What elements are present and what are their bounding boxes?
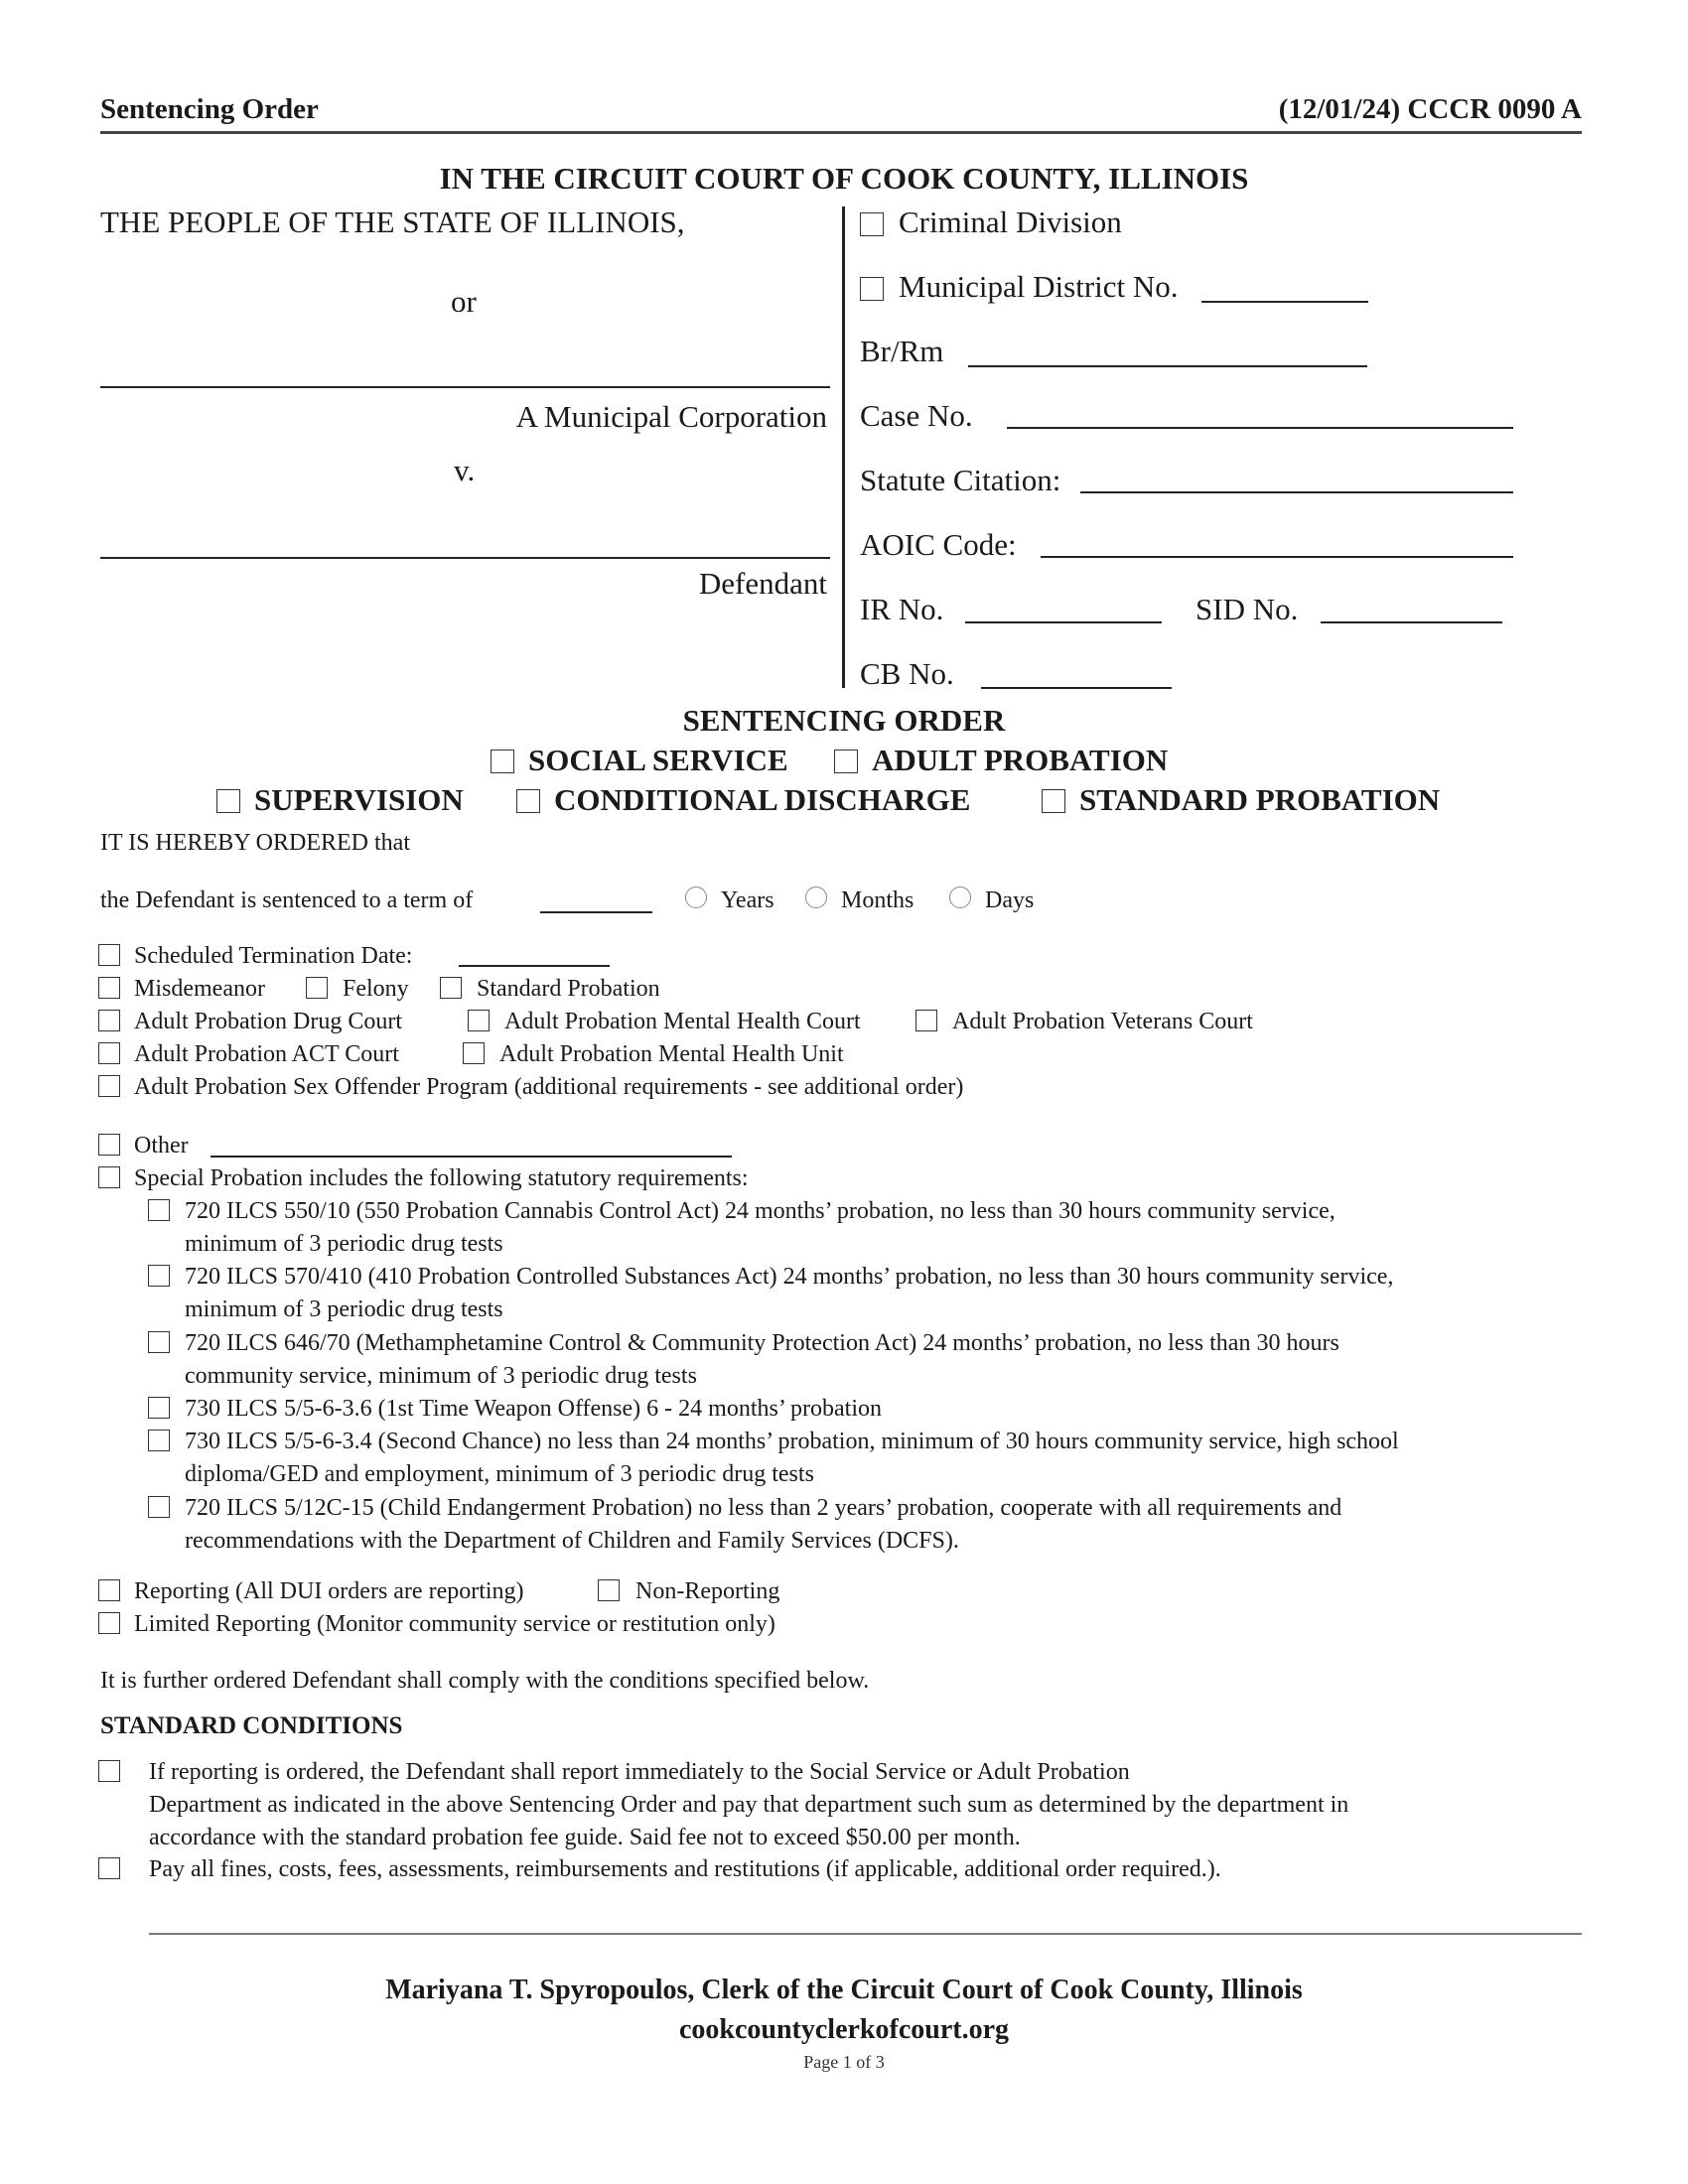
adult-probation-checkbox[interactable] (834, 750, 858, 773)
termination-date-checkbox[interactable] (98, 944, 120, 966)
criminal-division-checkbox[interactable] (860, 212, 884, 236)
limited-reporting-checkbox[interactable] (98, 1612, 120, 1634)
statute-line: minimum of 3 periodic drug tests (185, 1297, 503, 1322)
standard-probation-label: Standard Probation (477, 976, 660, 1002)
social-service-label: SOCIAL SERVICE (528, 743, 788, 777)
ir-no-input[interactable] (965, 621, 1162, 623)
condition-fines-text: Pay all fines, costs, fees, assessments, reimbursements and restitutions (if applicable, additional order required.). (149, 1856, 1221, 1882)
limited-reporting-label: Limited Reporting (Monitor community service or restitution only) (134, 1611, 775, 1637)
supervision-checkbox[interactable] (216, 789, 240, 813)
term-label: the Defendant is sentenced to a term of (100, 887, 474, 913)
sid-no-input[interactable] (1321, 621, 1502, 623)
municipal-corporation-name-line[interactable] (100, 386, 830, 388)
further-ordered-text: It is further ordered Defendant shall comply with the conditions specified below. (100, 1668, 870, 1694)
statute-line: diploma/GED and employment, minimum of 3 periodic drug tests (185, 1461, 814, 1487)
plaintiff-people: THE PEOPLE OF THE STATE OF ILLINOIS, (100, 205, 685, 239)
condition-report-line: accordance with the standard probation fee guide. Said fee not to exceed $50.00 per month. (149, 1825, 1021, 1850)
form-number: (12/01/24) CCCR 0090 A (1278, 93, 1582, 125)
statute-citation-input[interactable] (1080, 491, 1513, 493)
cb-no-input[interactable] (981, 687, 1172, 689)
mental-health-unit-checkbox[interactable] (463, 1042, 485, 1064)
social-service-checkbox[interactable] (491, 750, 514, 773)
special-probation-label: Special Probation includes the following statutory requirements: (134, 1165, 749, 1191)
aoic-code-input[interactable] (1041, 556, 1513, 558)
sid-no-label: SID No. (1196, 592, 1299, 626)
court-title: IN THE CIRCUIT COURT OF COOK COUNTY, ILLINOIS (439, 161, 1249, 196)
statute-line: 720 ILCS 570/410 (410 Probation Controlled Substances Act) 24 months’ probation, no less than 30 hours community service, (185, 1264, 1394, 1290)
reporting-checkbox[interactable] (98, 1579, 120, 1601)
months-radio[interactable] (805, 887, 827, 908)
supervision-label: SUPERVISION (254, 782, 464, 817)
statute-line: 720 ILCS 5/12C-15 (Child Endangerment Probation) no less than 2 years’ probation, cooperate with all requirements and (185, 1495, 1342, 1521)
condition-report-checkbox[interactable] (98, 1760, 120, 1782)
sentencing-order-title: SENTENCING ORDER (682, 703, 1006, 738)
years-radio[interactable] (685, 887, 707, 908)
clerk-name: Mariyana T. Spyropoulos, Clerk of the Circuit Court of Cook County, Illinois (385, 1975, 1303, 2005)
statute-line: 730 ILCS 5/5-6-3.4 (Second Chance) no less than 24 months’ probation, minimum of 30 hours community service, high school (185, 1429, 1399, 1454)
statute-line: community service, minimum of 3 periodic drug tests (185, 1363, 697, 1389)
misdemeanor-label: Misdemeanor (134, 976, 265, 1002)
caption-divider (842, 206, 845, 688)
conditional-discharge-checkbox[interactable] (516, 789, 540, 813)
statute-line: 720 ILCS 550/10 (550 Probation Cannabis Control Act) 24 months’ probation, no less than 30 hours community service, (185, 1198, 1336, 1224)
condition-report-line: If reporting is ordered, the Defendant shall report immediately to the Social Service or Adult Probation (149, 1759, 1130, 1785)
footer-rule (149, 1933, 1582, 1935)
statute-line: 720 ILCS 646/70 (Methamphetamine Control & Community Protection Act) 24 months’ probation, no less than 30 hours (185, 1330, 1339, 1356)
non-reporting-label: Non-Reporting (635, 1578, 780, 1604)
clerk-website[interactable]: cookcountyclerkofcourt.org (678, 2014, 1010, 2045)
caption-or: or (451, 284, 477, 319)
header-rule (100, 131, 1582, 134)
reporting-label: Reporting (All DUI orders are reporting) (134, 1578, 524, 1604)
drug-court-label: Adult Probation Drug Court (134, 1009, 402, 1034)
non-reporting-checkbox[interactable] (598, 1579, 620, 1601)
municipal-corporation-label: A Municipal Corporation (515, 399, 827, 434)
years-label: Years (721, 887, 774, 913)
condition-report-line: Department as indicated in the above Sentencing Order and pay that department such sum as determined by the department in (149, 1792, 1349, 1818)
br-rm-label: Br/Rm (860, 334, 944, 368)
municipal-district-input[interactable] (1201, 301, 1368, 303)
mental-health-court-checkbox[interactable] (468, 1010, 490, 1031)
drug-court-checkbox[interactable] (98, 1010, 120, 1031)
statute-line: minimum of 3 periodic drug tests (185, 1231, 503, 1257)
misdemeanor-checkbox[interactable] (98, 977, 120, 999)
termination-date-input[interactable] (459, 965, 610, 967)
veterans-court-label: Adult Probation Veterans Court (952, 1009, 1253, 1034)
statute-citation-label: Statute Citation: (860, 463, 1061, 497)
conditional-discharge-label: CONDITIONAL DISCHARGE (554, 782, 971, 817)
term-length-input[interactable] (540, 911, 652, 913)
statute-checkbox[interactable] (148, 1199, 170, 1221)
case-no-label: Case No. (860, 398, 973, 433)
condition-fines-checkbox[interactable] (98, 1857, 120, 1879)
special-probation-checkbox[interactable] (98, 1166, 120, 1188)
veterans-court-checkbox[interactable] (915, 1010, 937, 1031)
statute-line: recommendations with the Department of Children and Family Services (DCFS). (185, 1528, 959, 1554)
sex-offender-checkbox[interactable] (98, 1075, 120, 1097)
standard-probation-type-label: STANDARD PROBATION (1079, 782, 1441, 817)
statute-checkbox[interactable] (148, 1265, 170, 1287)
ir-no-label: IR No. (860, 592, 944, 626)
felony-checkbox[interactable] (306, 977, 328, 999)
act-court-label: Adult Probation ACT Court (134, 1041, 399, 1067)
defendant-name-line[interactable] (100, 557, 830, 559)
act-court-checkbox[interactable] (98, 1042, 120, 1064)
statute-checkbox[interactable] (148, 1397, 170, 1419)
standard-probation-type-checkbox[interactable] (1042, 789, 1065, 813)
municipal-district-checkbox[interactable] (860, 277, 884, 301)
mental-health-unit-label: Adult Probation Mental Health Unit (499, 1041, 844, 1067)
termination-date-label: Scheduled Termination Date: (134, 943, 413, 969)
municipal-district-label: Municipal District No. (899, 269, 1179, 304)
statute-checkbox[interactable] (148, 1430, 170, 1451)
statute-line: 730 ILCS 5/5-6-3.6 (1st Time Weapon Offense) 6 - 24 months’ probation (185, 1396, 883, 1422)
days-radio[interactable] (949, 887, 971, 908)
standard-probation-checkbox[interactable] (440, 977, 462, 999)
caption-versus: v. (454, 453, 476, 487)
sex-offender-label: Adult Probation Sex Offender Program (additional requirements - see additional order) (134, 1074, 964, 1100)
felony-label: Felony (343, 976, 409, 1002)
ordered-that-text: IT IS HEREBY ORDERED that (100, 830, 410, 856)
days-label: Days (985, 887, 1035, 913)
other-label: Other (134, 1133, 189, 1159)
months-label: Months (841, 887, 914, 913)
adult-probation-label: ADULT PROBATION (872, 743, 1169, 777)
statute-checkbox[interactable] (148, 1331, 170, 1353)
standard-conditions-heading: STANDARD CONDITIONS (100, 1712, 403, 1739)
br-rm-input[interactable] (968, 365, 1367, 367)
other-input[interactable] (211, 1156, 732, 1158)
statute-checkbox[interactable] (148, 1496, 170, 1518)
cb-no-label: CB No. (860, 656, 954, 691)
aoic-code-label: AOIC Code: (860, 527, 1017, 562)
defendant-label: Defendant (698, 566, 827, 601)
page-number: Page 1 of 3 (803, 2052, 885, 2072)
criminal-division-label: Criminal Division (899, 205, 1122, 239)
mental-health-court-label: Adult Probation Mental Health Court (504, 1009, 861, 1034)
form-name: Sentencing Order (100, 93, 319, 125)
case-no-input[interactable] (1007, 427, 1513, 429)
other-checkbox[interactable] (98, 1134, 120, 1156)
